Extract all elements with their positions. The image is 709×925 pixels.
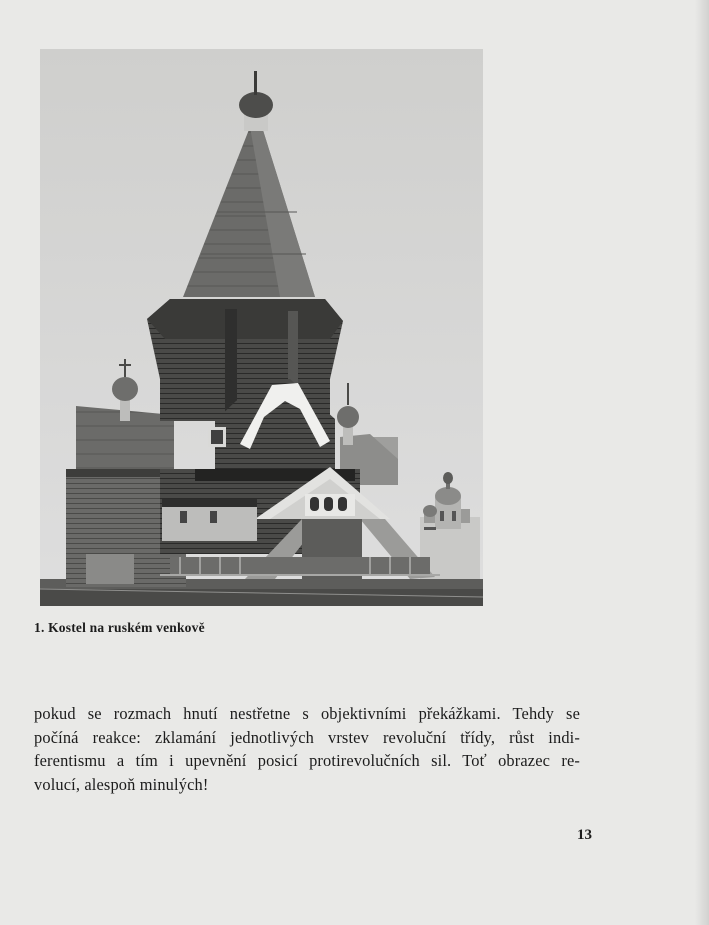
- page-number: 13: [577, 827, 592, 843]
- body-line: pokud se rozmach hnutí nestřetne s objektivními překážkami. Tehdy se: [34, 704, 580, 723]
- page-edge-shadow: [695, 0, 709, 925]
- body-paragraph: [34, 702, 580, 796]
- church-photo: [40, 49, 483, 606]
- body-line: ferentismu a tím i upevnění posicí protirevolučních sil. Toť obrazec re-: [34, 751, 580, 770]
- body-line: počíná reakce: zklamání jednotlivých vrstev revoluční třídy, růst indi-: [34, 727, 580, 747]
- body-line: volucí, alespoň minulých!: [34, 774, 209, 794]
- figure-caption: 1. Kostel na ruském venkově: [34, 620, 205, 635]
